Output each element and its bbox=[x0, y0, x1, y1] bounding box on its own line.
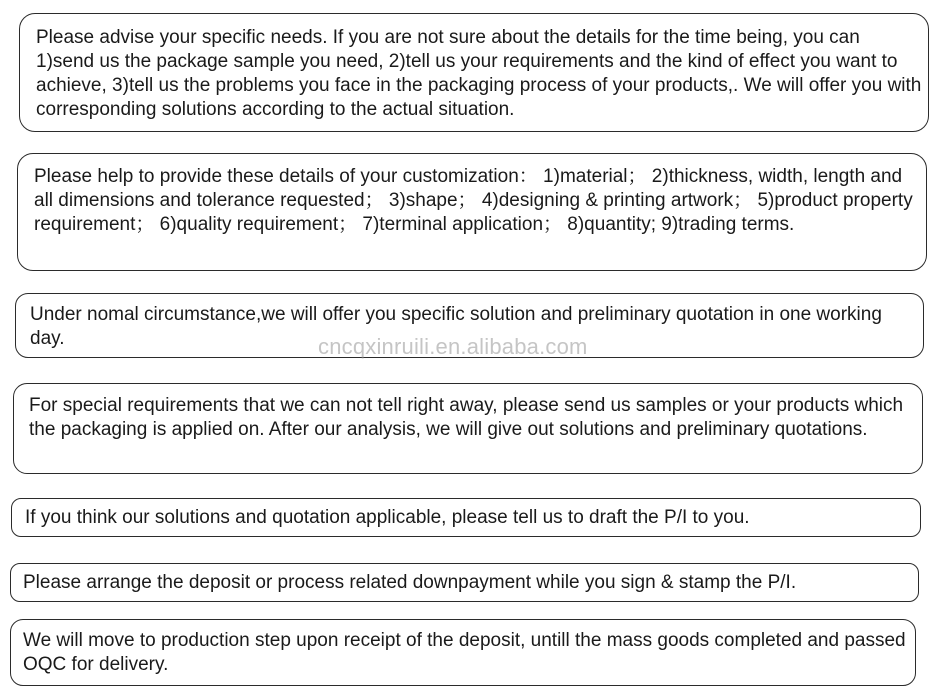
step-box-5 bbox=[11, 498, 921, 537]
step-text-4: For special requirements that we can not tell right away, please send us samples or your products which the packaging is applied on. After our analysis, we will give out solutions and preliminary quotations. bbox=[29, 395, 904, 440]
watermark-text: cncqxinruili.en.alibaba.com bbox=[318, 334, 588, 359]
step-box-4 bbox=[13, 383, 923, 474]
step-box-6 bbox=[10, 563, 919, 602]
step-text-1: Please advise your specific needs. If you are not sure about the details for the time being, you can 1)send us the package sample you need, 2)tell us your requirements and the kind of effect you want to achieve, 3)tell us the problems you face in the packaging process of your products,. We will offer you with corresponding solutions according to the actual situation. bbox=[36, 27, 922, 120]
step-text-7: We will move to production step upon receipt of the deposit, untill the mass goods completed and passed OQC for delivery. bbox=[23, 630, 906, 675]
step-box-3 bbox=[15, 293, 924, 358]
step-box-1 bbox=[19, 13, 929, 132]
step-box-2 bbox=[17, 153, 927, 271]
step-text-2: Please help to provide these details of your customization： 1)material； 2)thickness, width, length and all dimensions and tolerance requested； 3)shape； 4)designing & printing artwork； 5)product property requirement； 6)quality requirement； 7)terminal application； 8)quantity; 9)trading terms. bbox=[34, 166, 913, 235]
step-box-7 bbox=[10, 619, 916, 686]
step-text-3: Under nomal circumstance,we will offer you specific solution and preliminary quotation in one working day. bbox=[30, 304, 882, 349]
step-text-5: If you think our solutions and quotation applicable, please tell us to draft the P/I to you. bbox=[25, 507, 750, 528]
step-text-6: Please arrange the deposit or process related downpayment while you sign & stamp the P/I. bbox=[23, 572, 797, 593]
